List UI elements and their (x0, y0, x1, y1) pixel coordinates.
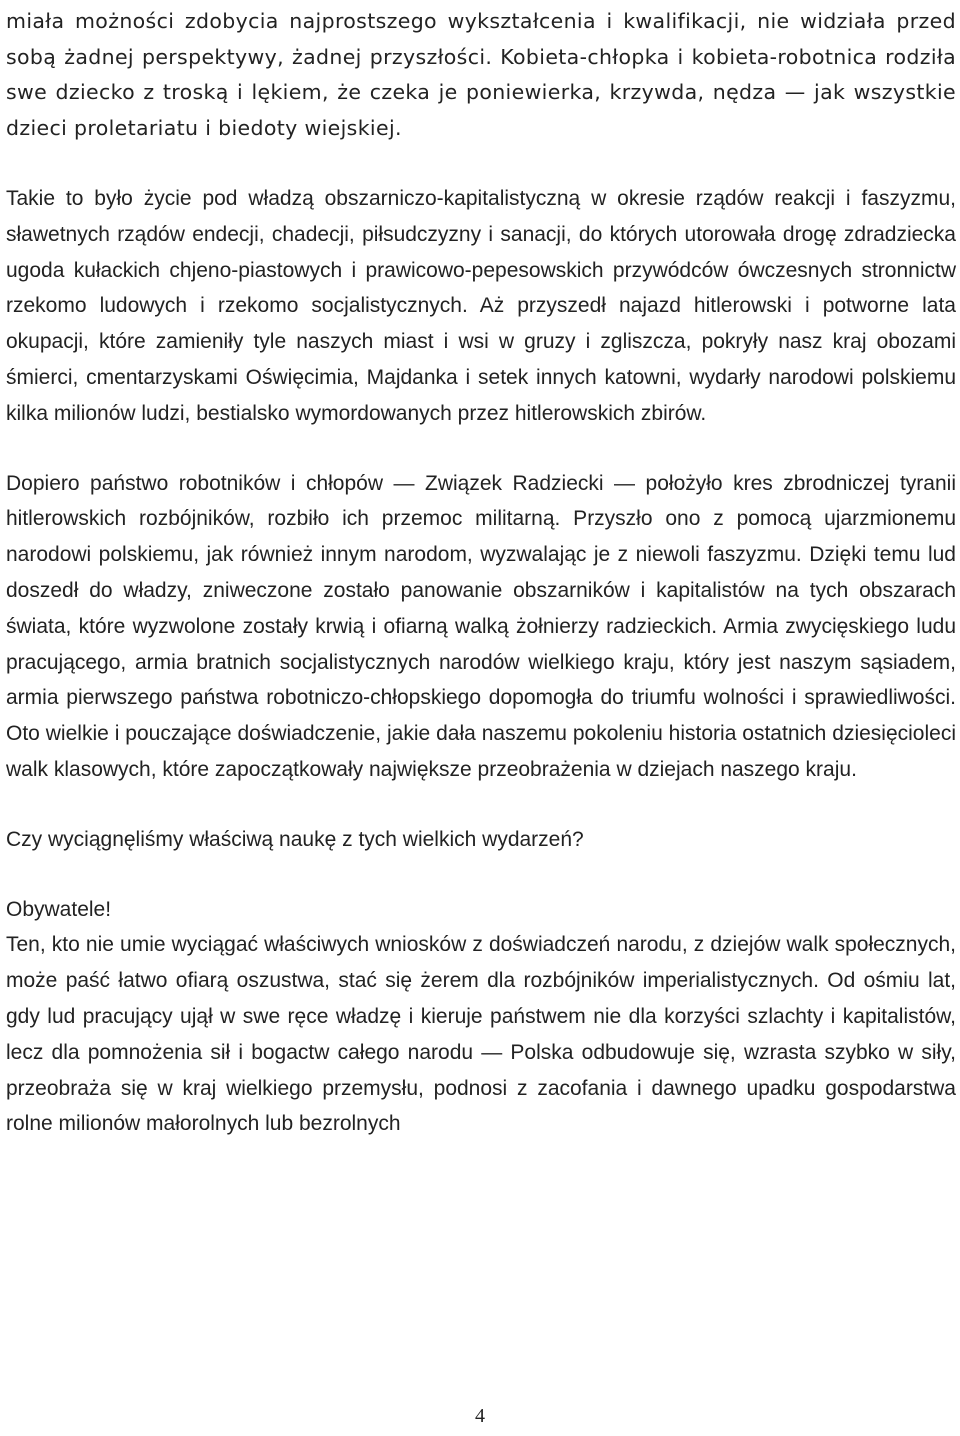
paragraph-spacer (6, 858, 956, 892)
paragraph-spacer (6, 146, 956, 181)
paragraph-spacer (6, 432, 956, 466)
paragraph-liberation: Dopiero państwo robotników i chłopów — Związek Radziecki — położyło kres zbrodniczej tyranii hitlerowskich rozbójników, rozbiło ich przemoc militarną. Przyszło ono z pomocą ujarzmionemu narodowi polskiemu, jak również innym narodom, wyzwalając je z niewoli faszyzmu. Dzięki temu lud doszedł do władzy, zniweczone zostało panowanie obszarników i kapitalistów na tych obszarach świata, które wyzwolone zostały krwią i ofiarną walką żołnierzy radzieckich. Armia zwycięskiego ludu pracującego, armia bratnich socjalistycznych narodów wielkiego kraju, który jest naszym sąsiadem, armia pierwszego państwa robotniczo-chłopskiego dopomogła do triumfu wolności i sprawiedliwości. Oto wielkie i pouczające doświadczenie, jakie dała naszemu pokoleniu historia ostatnich dziesięcioleci walk klasowych, które zapoczątkowały największe przeobrażenia w dziejach naszego kraju. (6, 471, 956, 781)
document-page (6, 4, 956, 1142)
paragraph-occupation: Takie to było życie pod władzą obszarniczo-kapitalistyczną w okresie rządów reakcji i faszyzmu, sławetnych rządów endecji, chadecji, piłsudczyzny i sanacji, do których utorowała drogę zdradziecka ugoda kułackich chjeno-piastowych i prawicowo-pepesowskich przywódców ówczesnych stronnictw rzekomo ludowych i rzekomo socjalistycznych. Aż przyszedł najazd hitlerowski i potworne lata okupacji, które zamieniły tyle naszych miast i wsi w gruzy i zgliszcza, pokryły nasz kraj obozami śmierci, cmentarzyskami Oświęcimia, Majdanka i setek innych katowni, wydarły narodowi polskiemu kilka milionów ludzi, bestialsko wymordowanych przez hitlerowskich zbirów. (6, 187, 956, 425)
paragraph-spacer (6, 788, 956, 822)
paragraph-question: Czy wyciągnęliśmy właściwą naukę z tych wielkich wydarzeń? (6, 827, 584, 851)
salutation: Obywatele! (6, 897, 112, 921)
paragraph-lessons: Ten, kto nie umie wyciągać właściwych wniosków z doświadczeń narodu, z dziejów walk społecznych, może paść łatwo ofiarą oszustwa, stać się żerem dla rozbójników imperialistycznych. Od ośmiu lat, gdy lud pracujący ujął w swe ręce władzę i kieruje państwem nie dla korzyści szlachty i kapitalistów, lecz dla pomnożenia sił i bogactw całego narodu — Polska odbudowuje się, wzrasta szybko w siły, przeobraża się w kraj wielkiego przemysłu, podnosi z zacofania i dawnego upadku gospodarstwa rolne milionów małorolnych lub bezrolnych (6, 933, 956, 1136)
paragraph-continuation: miała możności zdobycia najprostszego wykształcenia i kwalifikacji, nie widziała przed sobą żadnej perspektywy, żadnej przyszłości. Kobieta-chłopka i kobieta-robotnica rodziła swe dziecko z troską i lękiem, że czeka je poniewierka, krzywda, nędza — jak wszystkie dzieci proletariatu i biedoty wiejskiej. (6, 9, 956, 140)
page-number: 4 (475, 1405, 485, 1427)
